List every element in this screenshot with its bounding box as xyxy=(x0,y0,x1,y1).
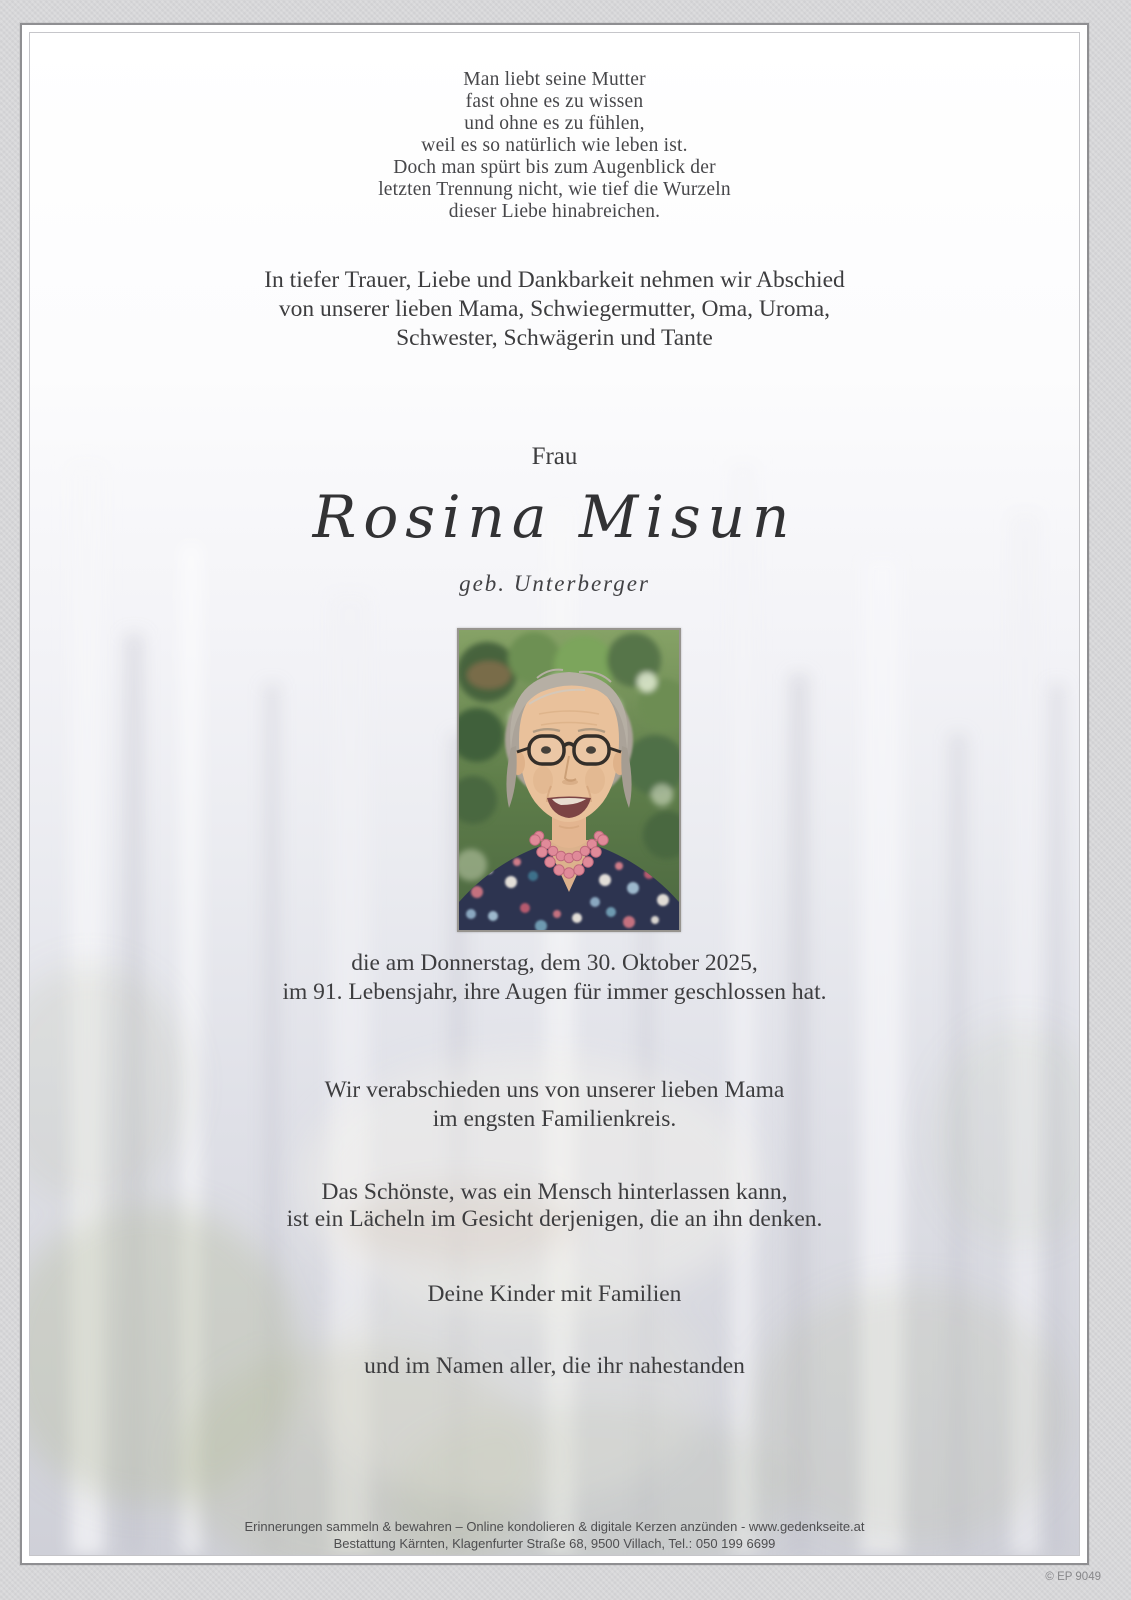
funeral-home-footer xyxy=(30,1519,1079,1552)
memorial-poem xyxy=(30,69,1079,223)
footer-line-gedenkseite: Erinnerungen sammeln & bewahren – Online kondolieren & digitale Kerzen anzünden - www.gedenkseite.at xyxy=(244,1519,865,1534)
nose-shading xyxy=(562,779,578,785)
death-notice xyxy=(30,949,1079,1007)
eye xyxy=(586,746,596,754)
eye xyxy=(541,746,551,754)
memorial-quote xyxy=(30,1179,1079,1233)
salutation: Frau xyxy=(531,443,578,470)
intro-line: von unserer lieben Mama, Schwiegermutter, Oma, Uroma, xyxy=(278,296,831,322)
quote-line: ist ein Lächeln im Gesicht derjenigen, die an ihn denken. xyxy=(286,1206,823,1232)
poem-line: weil es so natürlich wie leben ist. xyxy=(421,135,688,156)
farewell-line: Wir verabschieden uns von unserer lieben Mama xyxy=(324,1077,785,1103)
portrait-photo-illustration xyxy=(459,630,679,930)
intro-line: Schwester, Schwägerin und Tante xyxy=(396,325,713,351)
poem-line: Man liebt seine Mutter xyxy=(463,69,646,90)
poem-line: Doch man spürt bis zum Augenblick der xyxy=(393,157,716,178)
obituary-card xyxy=(20,23,1089,1565)
card-inner-frame xyxy=(29,32,1080,1556)
poem-line: und ohne es zu fühlen, xyxy=(464,113,645,134)
portrait-photo xyxy=(457,628,681,932)
mourning-intro xyxy=(30,266,1079,353)
farewell-line: im engsten Familienkreis. xyxy=(432,1106,677,1132)
farewell-text xyxy=(30,1076,1079,1134)
poem-line: fast ohne es zu wissen xyxy=(465,91,644,112)
death-notice-line: im 91. Lebensjahr, ihre Augen für immer geschlossen hat. xyxy=(282,979,827,1005)
quote-line: Das Schönste, was ein Mensch hinterlassen kann, xyxy=(321,1179,788,1205)
intro-line: In tiefer Trauer, Liebe und Dankbarkeit nehmen wir Abschied xyxy=(264,267,845,293)
closing-line: und im Namen aller, die ihr nahestanden xyxy=(364,1353,745,1379)
deceased-name: Rosina Misun xyxy=(312,483,797,551)
birth-name: geb. Unterberger xyxy=(459,571,650,596)
signature-family: Deine Kinder mit Familien xyxy=(427,1281,682,1307)
footer-line-bestattung: Bestattung Kärnten, Klagenfurter Straße 68, 9500 Villach, Tel.: 050 199 6699 xyxy=(333,1535,776,1551)
print-code: © EP 9049 xyxy=(1045,1571,1101,1583)
poem-line: dieser Liebe hinabreichen. xyxy=(448,201,661,222)
poem-line: letzten Trennung nicht, wie tief die Wurzeln xyxy=(378,179,731,200)
death-notice-line: die am Donnerstag, dem 30. Oktober 2025, xyxy=(351,950,758,976)
